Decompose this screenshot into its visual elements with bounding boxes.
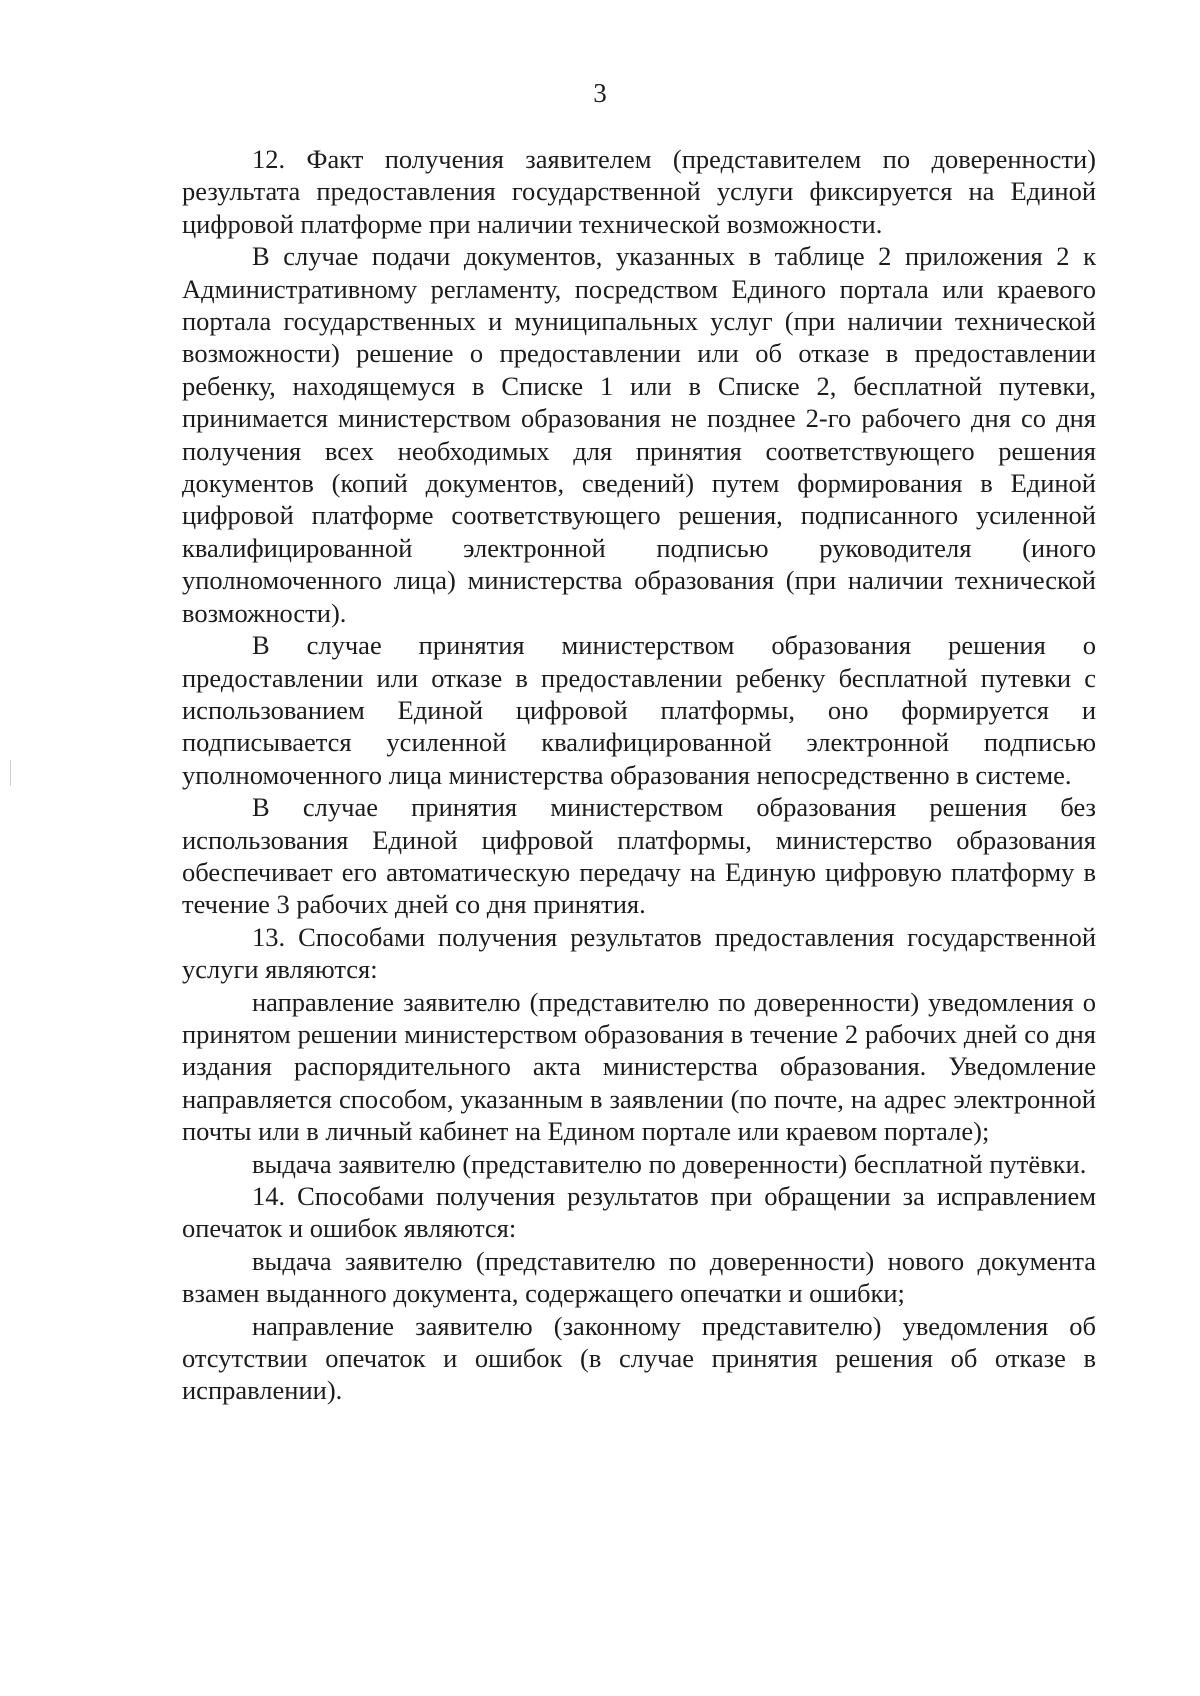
paragraph-notification-no-errors: направление заявителю (законному представителю) уведомления об отсутствии опечаток и ошибок (в случае принятия решения об отказе в исправлении). — [182, 1310, 1096, 1406]
document-body — [182, 143, 1096, 1407]
paragraph-12-fact-of-receipt: 12. Факт получения заявителем (представителем по доверенности) результата предоставления государственной услуги фиксируется на Единой цифровой платформе при наличии технической возможности. — [182, 144, 1096, 239]
paragraph-13-methods-of-receipt: 13. Способами получения результатов предоставления государственной услуги являются: — [182, 921, 1096, 985]
paragraph-decision-without-platform: В случае принятия министерством образования решения без использования Единой цифровой платформы, министерство образования обеспечивает его автоматическую передачу на Единую цифровую платформу в течение 3 рабочих дней со дня принятия. — [182, 792, 1096, 920]
paragraph-new-document-issuance: выдача заявителю (представителю по доверенности) нового документа взамен выданного документа, содержащего опечатки и ошибки; — [182, 1245, 1096, 1309]
paragraph-document-submission-case: В случае подачи документов, указанных в таблице 2 приложения 2 к Административному регламенту, посредством Единого портала или краевого портала государственных и муниципальных услуг (при наличии технической возможности) решение о предоставлении или об отказе в предоставлении ребенку, находящемуся в Списке 1 или в Списке 2, бесплатной путевки, принимается министерством образования не позднее 2-го рабочего дня со дня получения всех необходимых для принятия соответствующего решения документов (копий документов, сведений) путем формирования в Единой цифровой платформе соответствующего решения, подписанного усиленной квалифицированной электронной подписью руководителя (иного уполномоченного лица) министерства образования (при наличии технической возможности). — [182, 241, 1096, 628]
scan-margin-mark — [10, 760, 11, 786]
paragraph-decision-with-platform: В случае принятия министерством образования решения о предоставлении или отказе в предоставлении ребенку бесплатной путевки с использованием Единой цифровой платформы, оно формируется и подписывается усиленной квалифицированной электронной подписью уполномоченного лица министерства образования непосредственно в системе. — [182, 630, 1096, 790]
paragraph-notification-of-decision: направление заявителю (представителю по доверенности) уведомления о принятом решении министерством образования в течение 2 рабочих дней со дня издания распорядительного акта министерства образования. Уведомление направляется способом, указанным в заявлении (по почте, на адрес электронной почты или в личный кабинет на Едином портале или краевом портале); — [182, 986, 1096, 1147]
page-number: 3 — [593, 78, 607, 108]
paragraph-issuance-of-voucher: выдача заявителю (представителю по доверенности) бесплатной путёвки. — [252, 1148, 1087, 1179]
paragraph-14-correction-methods: 14. Способами получения результатов при обращении за исправлением опечаток и ошибок являются: — [182, 1181, 1096, 1244]
